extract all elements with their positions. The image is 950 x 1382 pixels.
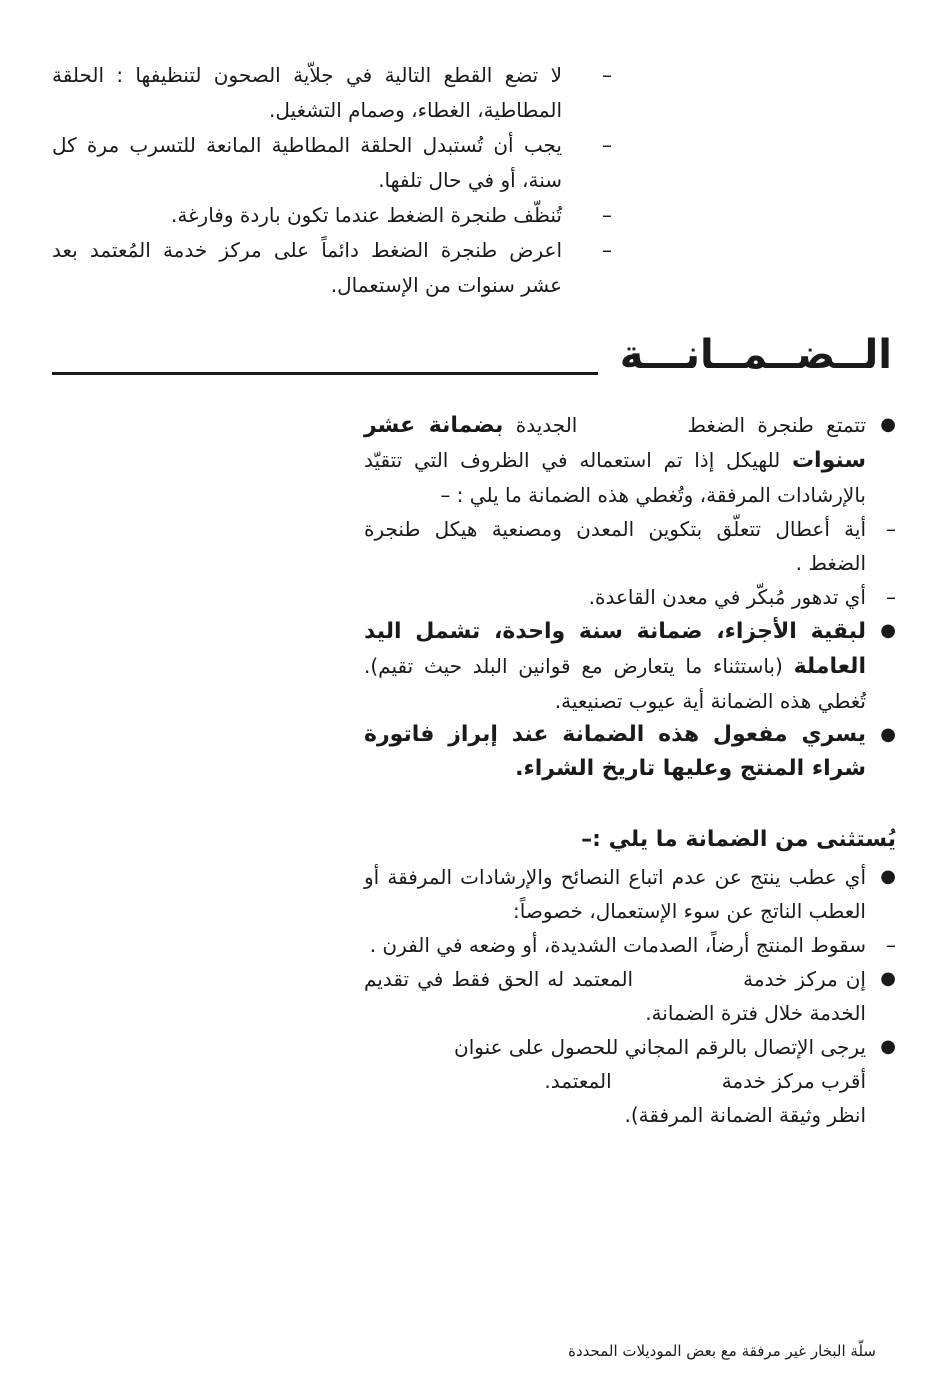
warranty-item-frame [364,408,896,512]
exclusion-text: المعتمد له الحق فقط في تقديم الخدمة خلال فترة الضمانة. [364,967,866,1025]
warranty-item-text: تتمتع طنجرة الضغط [687,413,867,437]
exclusion-text: انظر وثيقة الضمانة المرفقة). [624,1103,866,1127]
title-rule [52,372,598,375]
bullet-marker: ● [880,724,896,745]
exclusion-text: يرجى الإتصال بالرقم المجاني للحصول على عنوان [454,1035,866,1059]
warranty-item-text: يسري مفعول هذه الضمانة عند إبراز فاتورة شراء المنتج وعليها تاريخ الشراء. [364,722,866,781]
exclusion-text: أقرب مركز خدمة [721,1069,866,1093]
warranty-subitem [364,580,896,614]
warranty-ten-years: بضمانة عشر سنوات [364,413,866,473]
care-note-text: يجب أن تُستبدل الحلقة المطاطية المانعة للتسرب مرة كل سنة، أو في حال تلفها. [52,133,562,192]
dash-marker: – [886,933,896,957]
warranty-subitem-text: أي تدهور مُبكّر في معدن القاعدة. [588,585,866,609]
warranty-item-invoice [364,718,896,786]
warranty-section [364,408,896,1132]
care-notes-list [52,58,612,303]
dash-marker: – [886,585,896,609]
exclusion-text: سقوط المنتج أرضاً، الصدمات الشديدة، أو وضعه في الفرن . [369,933,866,957]
exclusion-item [364,860,896,928]
dash-marker: – [602,203,612,227]
dash-marker: – [602,238,612,262]
bullet-marker: ● [880,866,896,887]
dash-marker: – [602,63,612,87]
bullet-marker: ● [880,968,896,989]
warranty-one-year: لبقية الأجزاء، ضمانة سنة واحدة، تشمل اليد العاملة [364,619,866,679]
warranty-item-text: (باستثناء ما يتعارض مع قوانين البلد حيث تقيم). تُغطي هذه الضمانة أية عيوب تصنيعية. [364,654,866,713]
warranty-item-text: الجديدة [515,413,578,437]
warranty-title: الــضــمــانـــة [619,332,892,378]
care-note [52,233,612,303]
warranty-title-row [52,323,892,385]
warranty-subitem [364,512,896,580]
exclusion-item [364,1030,896,1132]
dash-marker: – [602,133,612,157]
footnote: سلّة البخار غير مرفقة مع بعض الموديلات المحددة [568,1342,876,1360]
care-note-text: تُنظّف طنجرة الضغط عندما تكون باردة وفارغة. [171,203,562,227]
warranty-item-parts [364,614,896,718]
care-note-text: لا تضع القطع التالية في جلاّية الصحون لتنظيفها : الحلقة المطاطية، الغطاء، وصمام التشغيل. [52,63,562,122]
warranty-item-text: للهيكل إذا تم استعماله في الظروف التي تتقيّد بالإرشادات المرفقة، وتُغطي هذه الضمانة ما يلي : – [364,448,866,507]
bullet-marker: ● [880,620,896,641]
bullet-marker: ● [880,414,896,435]
exclusion-text: إن مركز خدمة [743,967,866,991]
warranty-subitem-text: أية أعطال تتعلّق بتكوين المعدن ومصنعية هيكل طنجرة الضغط . [364,517,866,575]
care-note [52,198,612,233]
care-note-text: اعرض طنجرة الضغط دائماً على مركز خدمة المُعتمد بعد عشر سنوات من الإستعمال. [52,238,562,297]
exclusion-item [364,962,896,1030]
exclusion-subitem [364,928,896,962]
exclusion-text: أي عطب ينتج عن عدم اتباع النصائح والإرشادات المرفقة أو العطب الناتج عن سوء الإستعمال، خصوصاً: [364,865,866,923]
care-note [52,128,612,198]
exclusions-heading: يُستثنى من الضمانة ما يلي :– [581,827,896,852]
dash-marker: – [886,517,896,541]
care-note [52,58,612,128]
exclusion-text: المعتمد. [544,1069,612,1093]
bullet-marker: ● [880,1036,896,1057]
